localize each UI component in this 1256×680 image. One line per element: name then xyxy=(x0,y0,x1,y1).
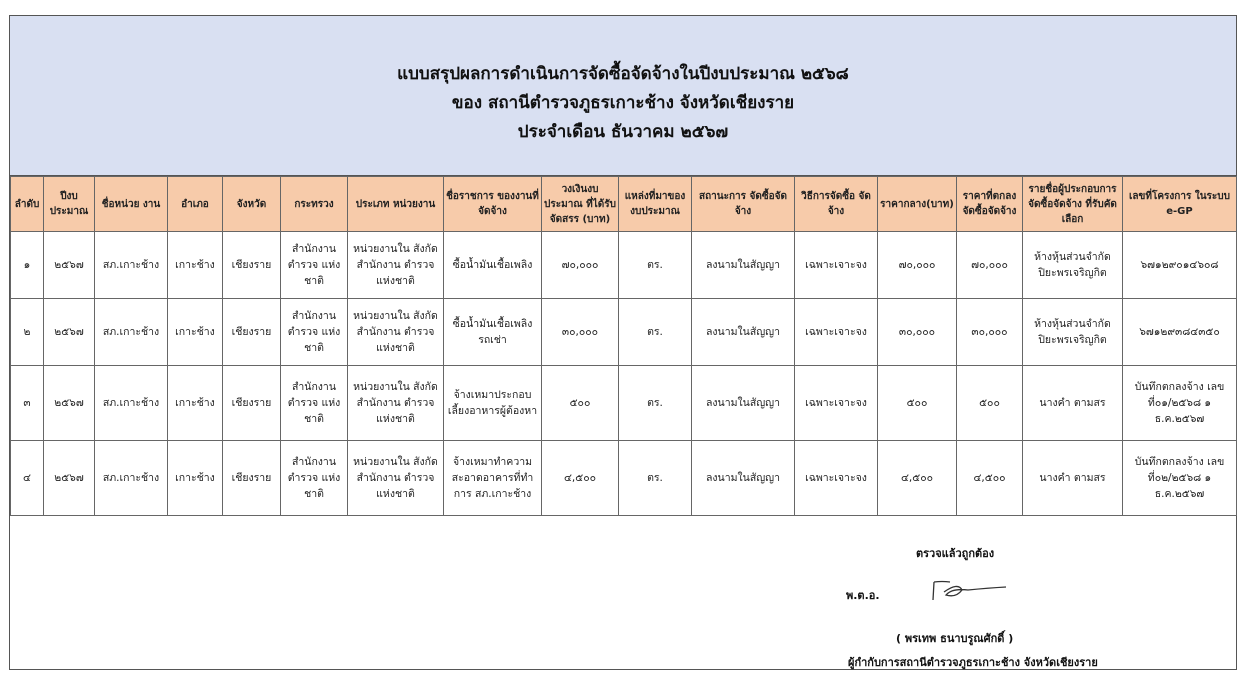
table-cell: ๓๐,๐๐๐ xyxy=(542,299,619,366)
signer-name: ( พรเทพ ธนาบรูณศักดิ์ ) xyxy=(896,632,1014,645)
table-cell: หน่วยงานใน สังกัดสำนักงาน ตำรวจแห่งชาติ xyxy=(348,232,444,299)
table-cell: ห้างหุ้นส่วนจำกัด ปิยะพรเจริญกิต xyxy=(1023,232,1123,299)
table-cell: ตร. xyxy=(619,232,692,299)
table-cell: เกาะช้าง xyxy=(168,366,223,441)
table-cell: เชียงราย xyxy=(223,366,281,441)
table-cell: ลงนามในสัญญา xyxy=(692,366,795,441)
table-cell: ๗๐,๐๐๐ xyxy=(957,232,1023,299)
signature-block xyxy=(10,516,1236,671)
table-cell: เชียงราย xyxy=(223,232,281,299)
column-header: สถานะการ จัดซื้อจัดจ้าง xyxy=(692,177,795,232)
table-cell: สภ.เกาะช้าง xyxy=(95,299,168,366)
table-cell: จ้างเหมาทำความ สะอาดอาคารที่ทำ การ สภ.เกาะช้าง xyxy=(444,441,542,516)
table-cell: เฉพาะเจาะจง xyxy=(795,366,878,441)
table-cell: ๑ xyxy=(11,232,44,299)
table-cell: นางคำ ตามสร xyxy=(1023,366,1123,441)
table-cell: ๖๗๑๒๙๐๑๔๖๐๘ xyxy=(1123,232,1237,299)
column-header: กระทรวง xyxy=(281,177,348,232)
column-header: ปีงบ ประมาณ xyxy=(44,177,95,232)
table-cell: สำนักงาน ตำรวจ แห่งชาติ xyxy=(281,366,348,441)
column-header: ชื่อราชการ ของงานที่จัดจ้าง xyxy=(444,177,542,232)
signer-rank: พ.ต.อ. xyxy=(846,589,880,602)
table-header-row xyxy=(11,177,1237,232)
column-header: ราคากลาง(บาท) xyxy=(878,177,957,232)
table-cell: ๓ xyxy=(11,366,44,441)
table-cell: ๖๗๑๒๙๓๘๔๓๕๐ xyxy=(1123,299,1237,366)
table-cell: เฉพาะเจาะจง xyxy=(795,299,878,366)
table-cell: ซื้อน้ำมันเชื้อเพลิง รถเช่า xyxy=(444,299,542,366)
table-cell: เชียงราย xyxy=(223,299,281,366)
table-cell: ๒๕๖๗ xyxy=(44,299,95,366)
procurement-table xyxy=(10,176,1237,516)
signer-position: ผู้กำกับการสถานีตำรวจภูธรเกาะช้าง จังหวัดเชียงราย xyxy=(848,656,1098,669)
report-subtitle-month: ประจำเดือน ธันวาคม ๒๕๖๗ xyxy=(517,122,729,142)
table-cell: หน่วยงานใน สังกัดสำนักงาน ตำรวจแห่งชาติ xyxy=(348,366,444,441)
table-cell: ๒๕๖๗ xyxy=(44,366,95,441)
table-cell: ๓๐,๐๐๐ xyxy=(957,299,1023,366)
table-cell: เกาะช้าง xyxy=(168,441,223,516)
table-cell: ๗๐,๐๐๐ xyxy=(542,232,619,299)
table-cell: ๕๐๐ xyxy=(957,366,1023,441)
column-header: รายชื่อผู้ประกอบการ จัดซื้อจัดจ้าง ที่รับคัดเลือก xyxy=(1023,177,1123,232)
table-cell: ๒๕๖๗ xyxy=(44,441,95,516)
table-cell: หน่วยงานใน สังกัดสำนักงาน ตำรวจแห่งชาติ xyxy=(348,441,444,516)
column-header: ชื่อหน่วย งาน xyxy=(95,177,168,232)
table-cell: สำนักงาน ตำรวจ แห่งชาติ xyxy=(281,299,348,366)
table-cell: ตร. xyxy=(619,299,692,366)
column-header: วงเงินงบประมาณ ที่ได้รับจัดสรร (บาท) xyxy=(542,177,619,232)
table-cell: สภ.เกาะช้าง xyxy=(95,366,168,441)
table-cell: ห้างหุ้นส่วนจำกัด ปิยะพรเจริญกิต xyxy=(1023,299,1123,366)
column-header: ลำดับ xyxy=(11,177,44,232)
column-header: แหล่งที่มาของ งบประมาณ xyxy=(619,177,692,232)
table-cell: ตร. xyxy=(619,366,692,441)
verified-label: ตรวจแล้วถูกต้อง xyxy=(916,547,995,560)
table-cell: ลงนามในสัญญา xyxy=(692,441,795,516)
table-cell: สำนักงาน ตำรวจ แห่งชาติ xyxy=(281,232,348,299)
table-cell: ๔,๕๐๐ xyxy=(542,441,619,516)
table-cell: สำนักงาน ตำรวจ แห่งชาติ xyxy=(281,441,348,516)
table-row xyxy=(11,441,1237,516)
report-sheet xyxy=(9,15,1237,670)
table-cell: ๕๐๐ xyxy=(542,366,619,441)
column-header: อำเภอ xyxy=(168,177,223,232)
table-cell: ซื้อน้ำมันเชื้อเพลิง xyxy=(444,232,542,299)
table-cell: ๓๐,๐๐๐ xyxy=(878,299,957,366)
table-cell: เกาะช้าง xyxy=(168,232,223,299)
table-row xyxy=(11,232,1237,299)
table-cell: ตร. xyxy=(619,441,692,516)
table-cell: บันทึกตกลงจ้าง เลขที่๐๒/๒๕๖๘ ๑ ธ.ค.๒๕๖๗ xyxy=(1123,441,1237,516)
report-subtitle-agency: ของ สถานีตำรวจภูธรเกาะช้าง จังหวัดเชียงราย xyxy=(451,93,795,113)
table-cell: ๕๐๐ xyxy=(878,366,957,441)
table-cell: ๗๐,๐๐๐ xyxy=(878,232,957,299)
table-cell: เชียงราย xyxy=(223,441,281,516)
table-body xyxy=(11,232,1237,516)
table-cell: หน่วยงานใน สังกัดสำนักงาน ตำรวจแห่งชาติ xyxy=(348,299,444,366)
column-header: ราคาที่ตกลง จัดซื้อจัดจ้าง xyxy=(957,177,1023,232)
column-header: วิธีการจัดซื้อ จัดจ้าง xyxy=(795,177,878,232)
column-header: เลขที่โครงการ ในระบบ e-GP xyxy=(1123,177,1237,232)
table-cell: ลงนามในสัญญา xyxy=(692,232,795,299)
table-cell: บันทึกตกลงจ้าง เลขที่๐๑/๒๕๖๘ ๑ ธ.ค.๒๕๖๗ xyxy=(1123,366,1237,441)
table-cell: นางคำ ตามสร xyxy=(1023,441,1123,516)
table-cell: ๒ xyxy=(11,299,44,366)
table-cell: เฉพาะเจาะจง xyxy=(795,441,878,516)
report-header xyxy=(10,16,1236,176)
table-cell: สภ.เกาะช้าง xyxy=(95,232,168,299)
report-title: แบบสรุปผลการดำเนินการจัดซื้อจัดจ้างในปีงบประมาณ ๒๕๖๘ xyxy=(397,64,849,84)
table-cell: จ้างเหมาประกอบ เลี้ยงอาหารผู้ต้องหา xyxy=(444,366,542,441)
table-cell: เฉพาะเจาะจง xyxy=(795,232,878,299)
column-header: จังหวัด xyxy=(223,177,281,232)
column-header: ประเภท หน่วยงาน xyxy=(348,177,444,232)
table-row xyxy=(11,366,1237,441)
table-cell: ลงนามในสัญญา xyxy=(692,299,795,366)
handwritten-signature xyxy=(928,578,1008,606)
table-cell: สภ.เกาะช้าง xyxy=(95,441,168,516)
table-cell: ๔,๕๐๐ xyxy=(878,441,957,516)
table-row xyxy=(11,299,1237,366)
table-cell: เกาะช้าง xyxy=(168,299,223,366)
table-cell: ๔,๕๐๐ xyxy=(957,441,1023,516)
table-cell: ๔ xyxy=(11,441,44,516)
table-cell: ๒๕๖๗ xyxy=(44,232,95,299)
